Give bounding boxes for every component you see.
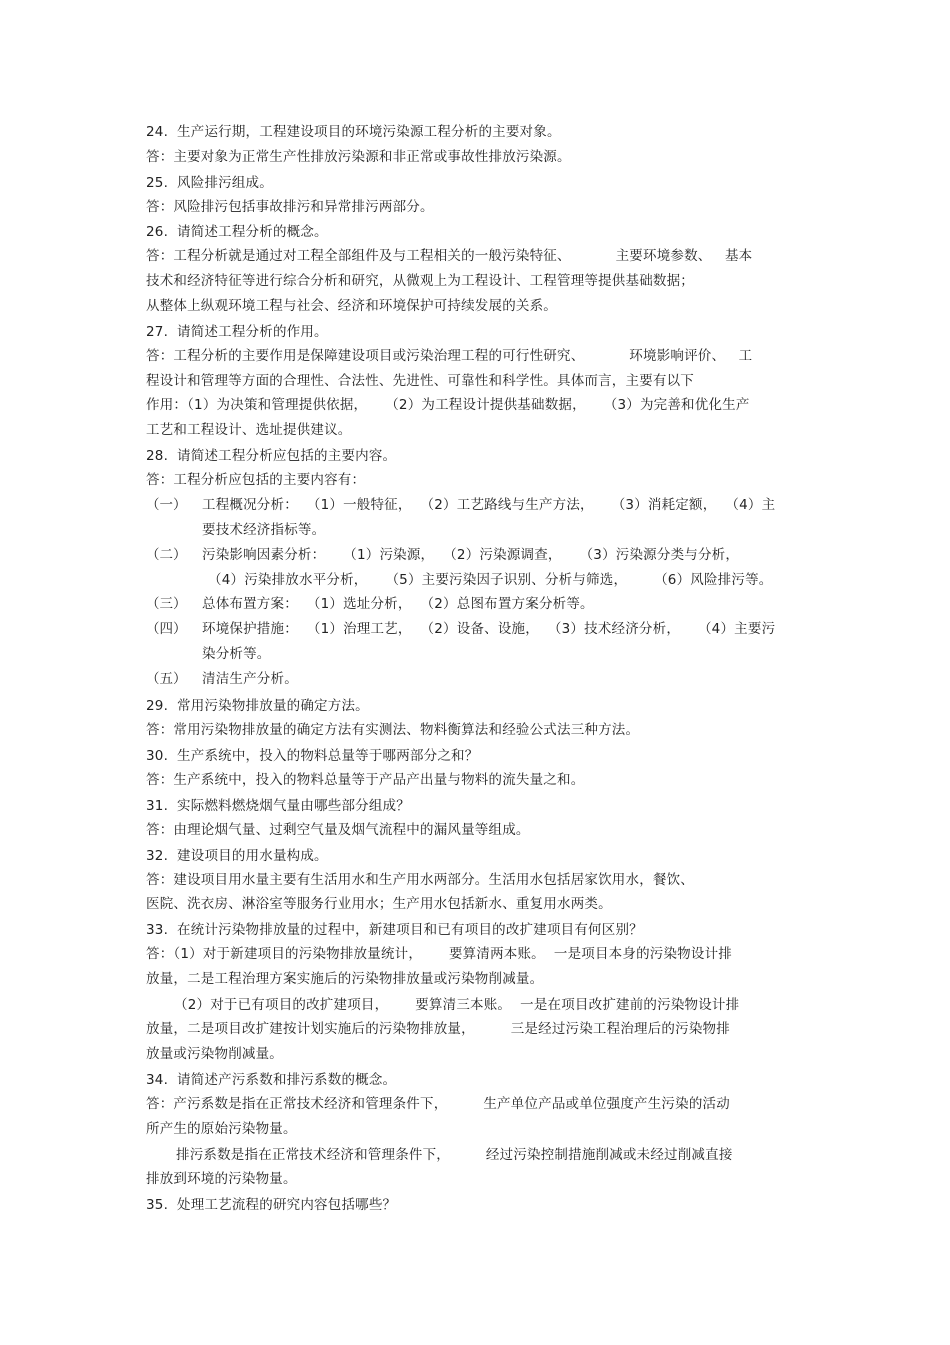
answer-line: 放量，二是项目改扩建按计划实施后的污染物排放量， 三是经过污染工程治理后的污染物排 — [146, 1021, 730, 1037]
list-item-text: 工程概况分析： （1）一般特征， （2）工艺路线与生产方法， （3）消耗定额， （4）主 — [202, 497, 776, 513]
answer-line: 答：工程分析就是通过对工程全部组件及与工程相关的一般污染特征、 主要环境参数、 基本 — [146, 248, 753, 264]
question-line: 24. 生产运行期，工程建设项目的环境污染源工程分析的主要对象。 — [146, 124, 561, 140]
answer-line: （2）对于已有项目的改扩建项目， 要算清三本账。 一是在项目改扩建前的污染物设计排 — [174, 997, 740, 1013]
question-line: 35. 处理工艺流程的研究内容包括哪些？ — [146, 1197, 397, 1213]
list-item-number: （一） — [146, 497, 187, 513]
answer-line: 答：风险排污包括事故排污和异常排污两部分。 — [146, 199, 434, 215]
question-line: 29. 常用污染物排放量的确定方法。 — [146, 698, 369, 714]
answer-line: 从整体上纵观环境工程与社会、经济和环境保护可持续发展的关系。 — [146, 298, 557, 314]
list-item-text: 总体布置方案： （1）选址分析， （2）总图布置方案分析等。 — [202, 596, 594, 612]
answer-line: 答：建设项目用水量主要有生活用水和生产用水两部分。生活用水包括居家饮用水，餐饮、 — [146, 872, 694, 888]
question-line: 30. 生产系统中，投入的物料总量等于哪两部分之和？ — [146, 748, 479, 764]
answer-line: 答：主要对象为正常生产性排放污染源和非正常或事故性排放污染源。 — [146, 149, 571, 165]
answer-line: 答：生产系统中，投入的物料总量等于产品产出量与物料的流失量之和。 — [146, 772, 585, 788]
question-line: 32. 建设项目的用水量构成。 — [146, 848, 328, 864]
answer-line: 答：工程分析应包括的主要内容有： — [146, 472, 366, 488]
list-item-number: （二） — [146, 547, 187, 563]
question-line: 26. 请简述工程分析的概念。 — [146, 224, 328, 240]
question-line: 27. 请简述工程分析的作用。 — [146, 324, 328, 340]
answer-line: 作用：（1）为决策和管理提供依据， （2）为工程设计提供基础数据， （3）为完善和优化生产 — [146, 397, 750, 413]
answer-line: 工艺和工程设计、选址提供建议。 — [146, 422, 352, 438]
question-line: 34. 请简述产污系数和排污系数的概念。 — [146, 1072, 397, 1088]
answer-line: 技术和经济特征等进行综合分析和研究，从微观上为工程设计、工程管理等提供基础数据； — [146, 273, 694, 289]
list-item-text: （4）污染排放水平分析， （5）主要污染因子识别、分析与筛选， （6）风险排污等。 — [208, 572, 773, 588]
answer-line: 答：工程分析的主要作用是保障建设项目或污染治理工程的可行性研究、 环境影响评价、 工 — [146, 348, 753, 364]
answer-line: 放量或污染物削减量。 — [146, 1046, 283, 1062]
answer-line: 答：（1）对于新建项目的污染物排放量统计， 要算清两本账。 一是项目本身的污染物设计排 — [146, 946, 732, 962]
answer-line: 答：由理论烟气量、过剩空气量及烟气流程中的漏风量等组成。 — [146, 822, 530, 838]
list-item-text: 清洁生产分析。 — [202, 671, 298, 687]
list-item-number: （四） — [146, 621, 187, 637]
list-item-text: 要技术经济指标等。 — [202, 522, 326, 538]
question-line: 31. 实际燃料燃烧烟气量由哪些部分组成？ — [146, 798, 410, 814]
list-item-number: （五） — [146, 671, 187, 687]
answer-line: 医院、洗衣房、淋浴室等服务行业用水；生产用水包括新水、重复用水两类。 — [146, 896, 612, 912]
answer-line: 答：产污系数是指在正常技术经济和管理条件下， 生产单位产品或单位强度产生污染的活动 — [146, 1096, 730, 1112]
question-line: 33. 在统计污染物排放量的过程中，新建项目和已有项目的改扩建项目有何区别？ — [146, 922, 643, 938]
answer-line: 所产生的原始污染物量。 — [146, 1121, 297, 1137]
answer-line: 排污系数是指在正常技术经济和管理条件下， 经过污染控制措施削减或未经过削减直接 — [176, 1147, 733, 1163]
answer-line: 放量，二是工程治理方案实施后的污染物排放量或污染物削减量。 — [146, 971, 544, 987]
question-line: 25. 风险排污组成。 — [146, 175, 273, 191]
answer-line: 排放到环境的污染物量。 — [146, 1171, 297, 1187]
list-item-text: 污染影响因素分析： （1）污染源， （2）污染源调查， （3）污染源分类与分析， — [202, 547, 740, 563]
question-line: 28. 请简述工程分析应包括的主要内容。 — [146, 448, 397, 464]
answer-line: 答：常用污染物排放量的确定方法有实测法、物料衡算法和经验公式法三种方法。 — [146, 722, 640, 738]
list-item-text: 环境保护措施： （1）治理工艺， （2）设备、设施， （3）技术经济分析， （4）主要污 — [202, 621, 776, 637]
list-item-number: （三） — [146, 596, 187, 612]
list-item-text: 染分析等。 — [202, 646, 271, 662]
answer-line: 程设计和管理等方面的合理性、合法性、先进性、可靠性和科学性。具体而言，主要有以下 — [146, 373, 694, 389]
